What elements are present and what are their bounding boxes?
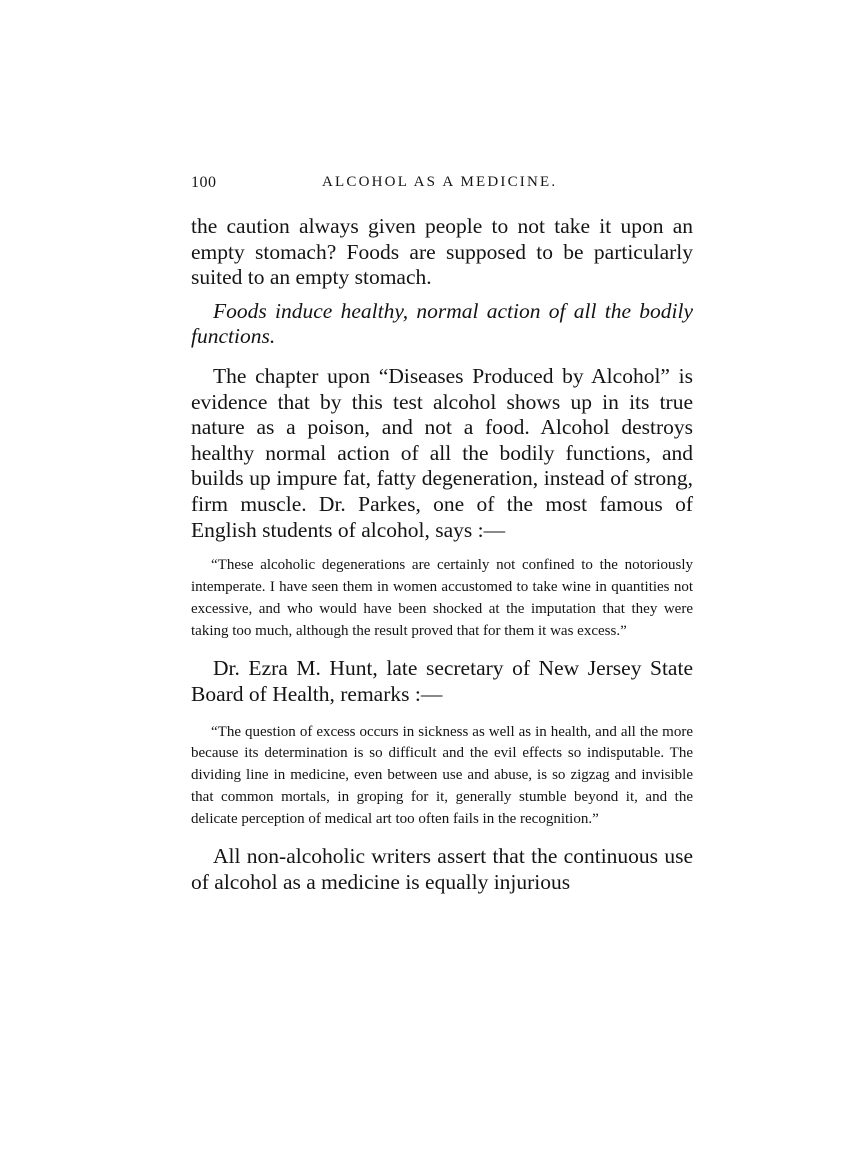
block-quote-hunt: “The question of excess occurs in sickness as well as in health, and all the more because its determination is so difficult and the evil effects so indisputable. The dividing line in medicine, even between use and abuse, is so zigzag and invisible that common mortals, in groping for it, generally stumble beyond it, and the delicate perception of medical art too often fails in the recognition.” <box>191 723 693 827</box>
page-number: 100 <box>191 174 217 191</box>
block-quote-parkes: “These alcoholic degenerations are certainly not confined to the notoriously intemperate. I have seen them in women accustomed to take wine in quantities not excessive, and who would have been shocked at the imputation that they were taking too much, although the result proved that for them it was excess.” <box>191 557 693 639</box>
running-head <box>191 170 693 196</box>
book-page <box>191 170 693 896</box>
paragraph-non-alcoholic-writers: All non-alcoholic writers assert that the continuous use of alcohol as a medicine is equally injurious <box>191 844 693 895</box>
running-title: ALCOHOL AS A MEDICINE. <box>322 174 558 190</box>
paragraph-hunt-intro: Dr. Ezra M. Hunt, late secretary of New Jersey State Board of Health, remarks :— <box>191 656 693 706</box>
paragraph-continuation: the caution always given people to not take it upon an empty stomach? Foods are supposed to be particularly suited to an empty stomach. <box>191 214 693 290</box>
paragraph-diseases-chapter: The chapter upon “Diseases Produced by Alcohol” is evidence that by this test alcohol shows up in its true nature as a poison, and not a food. Alcohol destroys healthy normal action of all the bodily functions, and builds up impure fat, fatty degeneration, instead of strong, firm muscle. Dr. Parkes, one of the most famous of English students of alcohol, says :— <box>191 363 693 542</box>
paragraph-italic-statement: Foods induce healthy, normal action of all the bodily functions. <box>191 298 693 349</box>
